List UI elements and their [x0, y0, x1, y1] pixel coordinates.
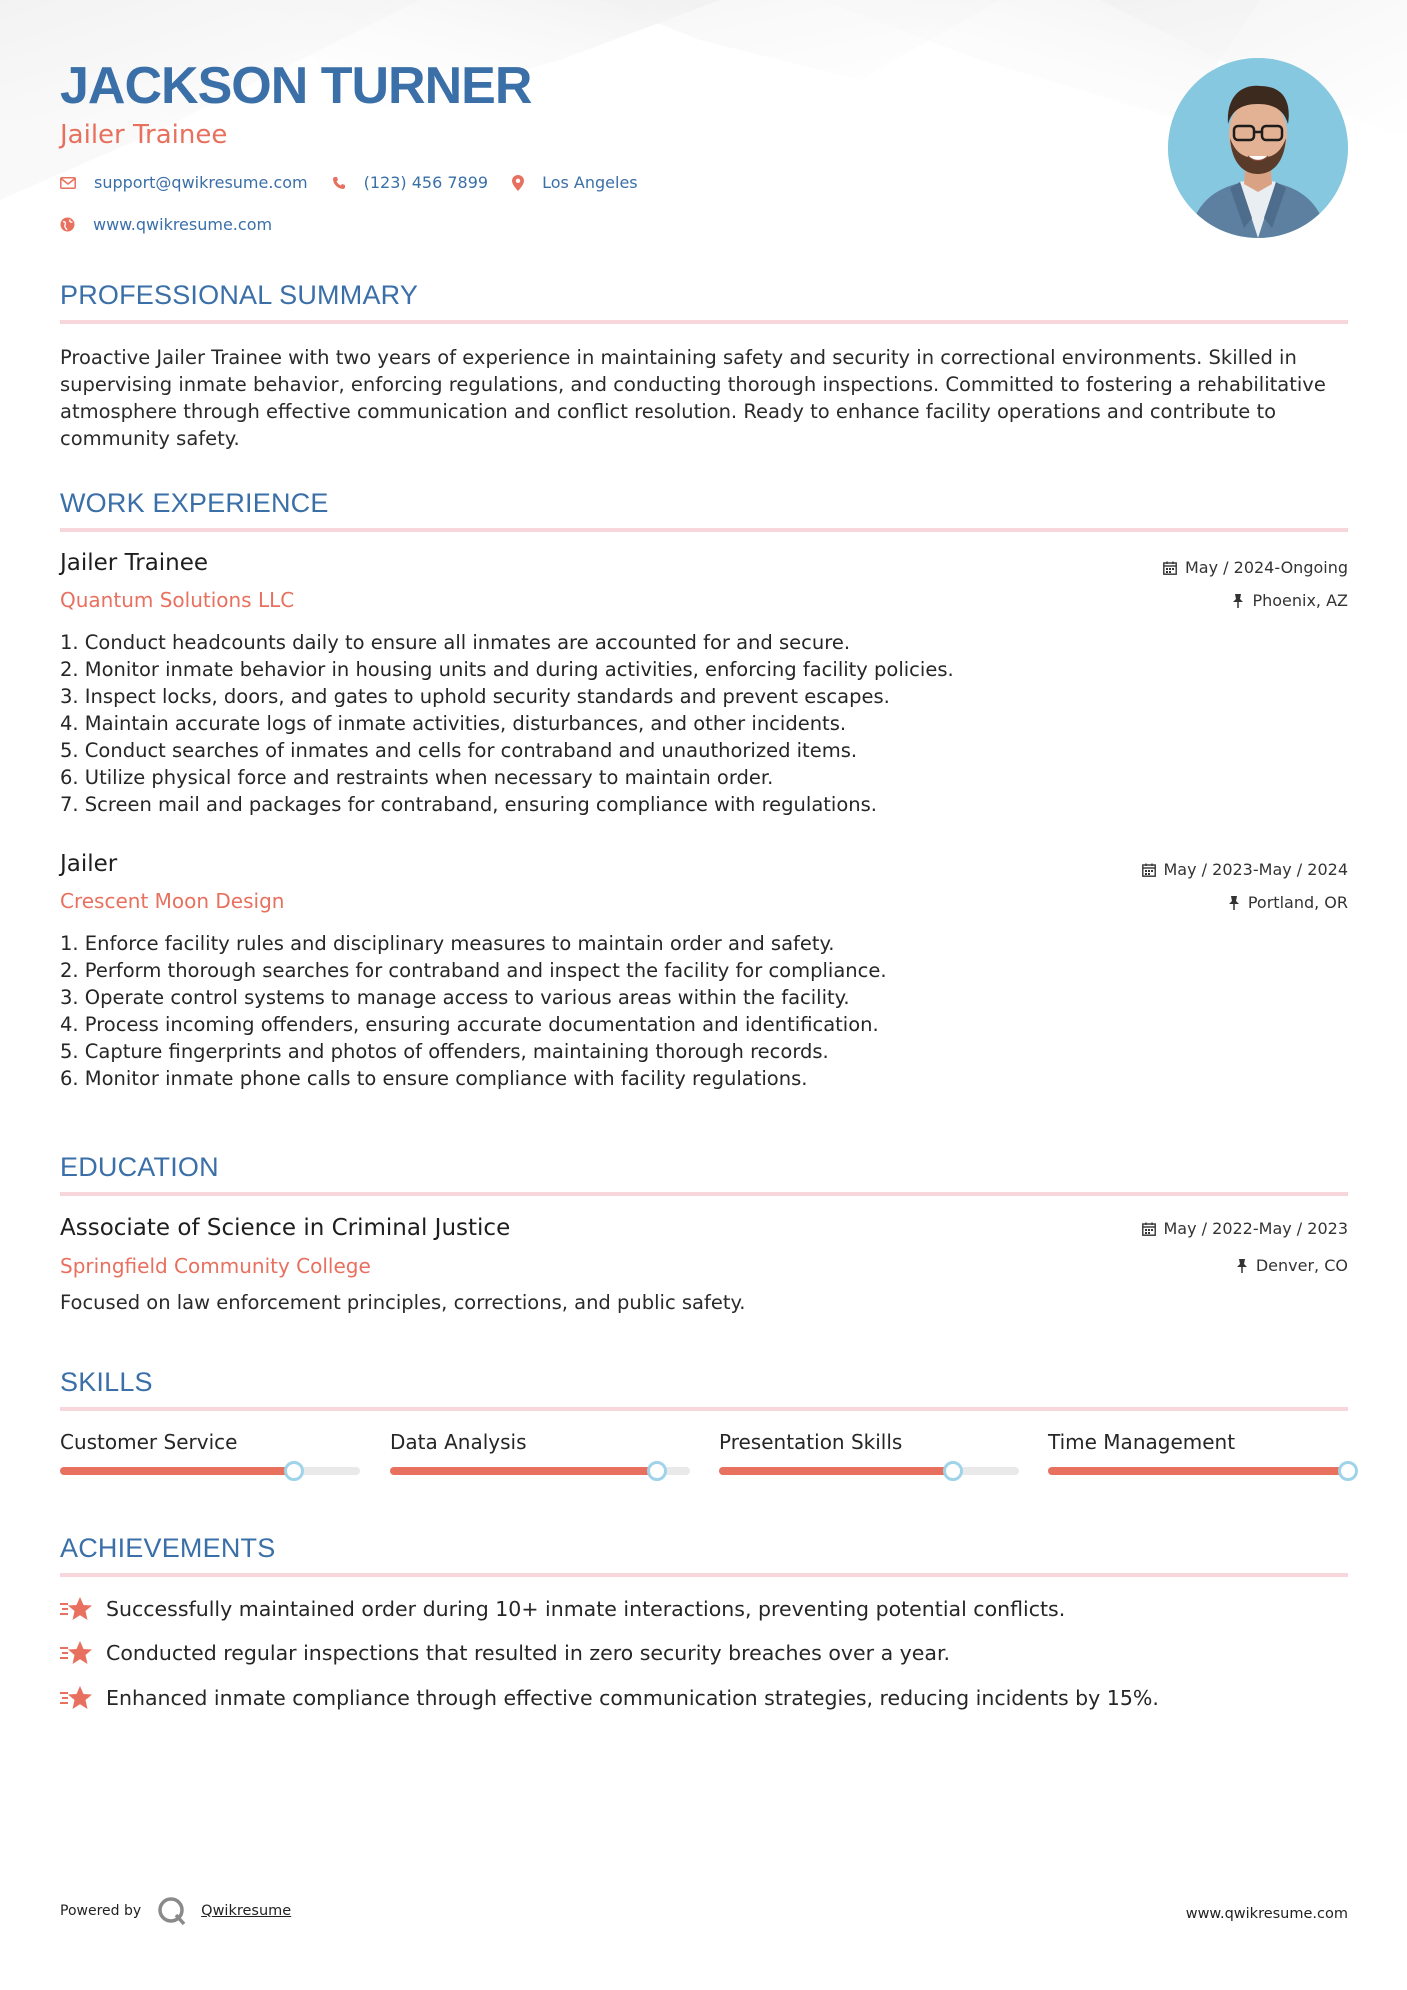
skill-bar-fill [1048, 1467, 1348, 1475]
job-title: Jailer Trainee [60, 550, 209, 576]
skill-bar-track [1048, 1467, 1348, 1475]
calendar-icon [1163, 561, 1177, 575]
qwikresume-logo-icon [157, 1896, 187, 1926]
calendar-icon [1142, 863, 1156, 877]
location-pin-icon [512, 175, 524, 191]
job-title: Jailer [60, 851, 118, 877]
job-location-text: Portland, OR [1247, 893, 1348, 912]
phone-icon [332, 176, 346, 190]
job-responsibilities [60, 629, 1348, 818]
star-icon [60, 1685, 94, 1711]
contact-email[interactable] [60, 173, 308, 192]
contact-row [60, 173, 662, 192]
experience-heading: WORK EXPERIENCE [60, 488, 329, 518]
location-text: Los Angeles [542, 173, 638, 192]
skill-label: Data Analysis [390, 1430, 527, 1454]
skill-label: Customer Service [60, 1430, 238, 1454]
achievement-text: Successfully maintained order during 10+ inmate interactions, preventing potential conflicts. [106, 1597, 1066, 1621]
education-description: Focused on law enforcement principles, corrections, and public safety. [60, 1291, 746, 1314]
pushpin-icon [1232, 594, 1244, 608]
list-item: 2. Monitor inmate behavior in housing units and during activities, enforcing facility policies. [60, 658, 954, 681]
avatar [1168, 58, 1348, 238]
skill-bar-knob [1338, 1461, 1358, 1481]
list-item: 5. Conduct searches of inmates and cells for contraband and unauthorized items. [60, 739, 858, 762]
powered-by-text: Powered by [60, 1903, 142, 1919]
contact-row-website [60, 215, 296, 234]
list-item: 6. Monitor inmate phone calls to ensure compliance with facility regulations. [60, 1067, 808, 1090]
candidate-title: Jailer Trainee [60, 120, 228, 150]
calendar-icon [1142, 1222, 1156, 1236]
summary-heading: PROFESSIONAL SUMMARY [60, 280, 419, 310]
summary-text: Proactive Jailer Trainee with two years of experience in maintaining safety and security in correctional environments. Skilled in supervising inmate behavior, enforcing regulations, and conducting thorough inspections. Committed to fostering a rehabilitative atmosphere through effective communication and conflict resolution. Ready to enhance facility operations and contribute to community safety. [60, 346, 1326, 450]
job-dates-text: May / 2024-Ongoing [1185, 558, 1348, 577]
school-name: Springfield Community College [60, 1254, 371, 1278]
skill-bar-fill [390, 1467, 657, 1475]
education-location [1236, 1256, 1348, 1275]
achievements-heading: ACHIEVEMENTS [60, 1533, 276, 1563]
education-divider [60, 1192, 1348, 1196]
achievement-item [60, 1685, 1159, 1711]
skill-bar-track [60, 1467, 360, 1475]
job-location [1228, 893, 1348, 912]
skill-bar-track [390, 1467, 690, 1475]
education-dates [1142, 1219, 1349, 1238]
globe-icon [60, 217, 75, 232]
job-company: Crescent Moon Design [60, 889, 285, 913]
pushpin-icon [1236, 1259, 1248, 1273]
footer-url[interactable]: www.qwikresume.com [1185, 1906, 1348, 1922]
list-item: 1. Conduct headcounts daily to ensure all inmates are accounted for and secure. [60, 631, 851, 654]
contact-location [512, 173, 638, 192]
achievement-item [60, 1596, 1065, 1622]
brand-link[interactable]: Qwikresume [201, 1903, 292, 1919]
star-icon [60, 1596, 94, 1622]
experience-divider [60, 528, 1348, 532]
job-responsibilities [60, 930, 1348, 1092]
profile-photo [1168, 58, 1348, 238]
skill-label: Presentation Skills [719, 1430, 903, 1454]
phone-text: (123) 456 7899 [363, 173, 489, 192]
list-item: 5. Capture fingerprints and photos of offenders, maintaining thorough records. [60, 1040, 829, 1063]
list-item: 2. Perform thorough searches for contraband and inspect the facility for compliance. [60, 959, 887, 982]
achievement-text: Conducted regular inspections that resulted in zero security breaches over a year. [106, 1641, 951, 1665]
job-company: Quantum Solutions LLC [60, 588, 295, 612]
list-item: 7. Screen mail and packages for contraband, ensuring compliance with regulations. [60, 793, 877, 816]
education-heading: EDUCATION [60, 1152, 219, 1182]
skills-divider [60, 1407, 1348, 1411]
list-item: 3. Inspect locks, doors, and gates to uphold security standards and prevent escapes. [60, 685, 890, 708]
list-item: 3. Operate control systems to manage access to various areas within the facility. [60, 986, 850, 1009]
job-dates-text: May / 2023-May / 2024 [1163, 860, 1348, 879]
contact-phone[interactable] [332, 173, 488, 192]
achievement-text: Enhanced inmate compliance through effective communication strategies, reducing incidents by 15%. [106, 1686, 1159, 1710]
footer-powered-by [60, 1896, 291, 1926]
skill-label: Time Management [1048, 1430, 1236, 1454]
skill-bar-knob [284, 1461, 304, 1481]
list-item: 6. Utilize physical force and restraints when necessary to maintain order. [60, 766, 774, 789]
achievements-divider [60, 1573, 1348, 1577]
job-location [1232, 591, 1348, 610]
job-dates [1163, 558, 1348, 577]
summary-divider [60, 320, 1348, 324]
pushpin-icon [1228, 896, 1240, 910]
star-icon [60, 1640, 94, 1666]
skill-bar-fill [719, 1467, 953, 1475]
candidate-name: JACKSON TURNER [60, 57, 532, 115]
skills-heading: SKILLS [60, 1367, 153, 1397]
education-dates-text: May / 2022-May / 2023 [1163, 1219, 1348, 1238]
email-icon [60, 177, 76, 189]
contact-website[interactable] [60, 215, 272, 234]
skill-bar-knob [943, 1461, 963, 1481]
skill-bar-track [719, 1467, 1019, 1475]
achievement-item [60, 1640, 950, 1666]
list-item: 1. Enforce facility rules and disciplinary measures to maintain order and safety. [60, 932, 835, 955]
degree-title: Associate of Science in Criminal Justice [60, 1215, 511, 1241]
job-location-text: Phoenix, AZ [1252, 591, 1348, 610]
education-location-text: Denver, CO [1255, 1256, 1348, 1275]
skill-bar-knob [647, 1461, 667, 1481]
list-item: 4. Maintain accurate logs of inmate activities, disturbances, and other incidents. [60, 712, 847, 735]
skill-bar-fill [60, 1467, 294, 1475]
email-text: support@qwikresume.com [94, 173, 308, 192]
list-item: 4. Process incoming offenders, ensuring accurate documentation and identification. [60, 1013, 879, 1036]
website-text: www.qwikresume.com [93, 215, 273, 234]
job-dates [1142, 860, 1349, 879]
